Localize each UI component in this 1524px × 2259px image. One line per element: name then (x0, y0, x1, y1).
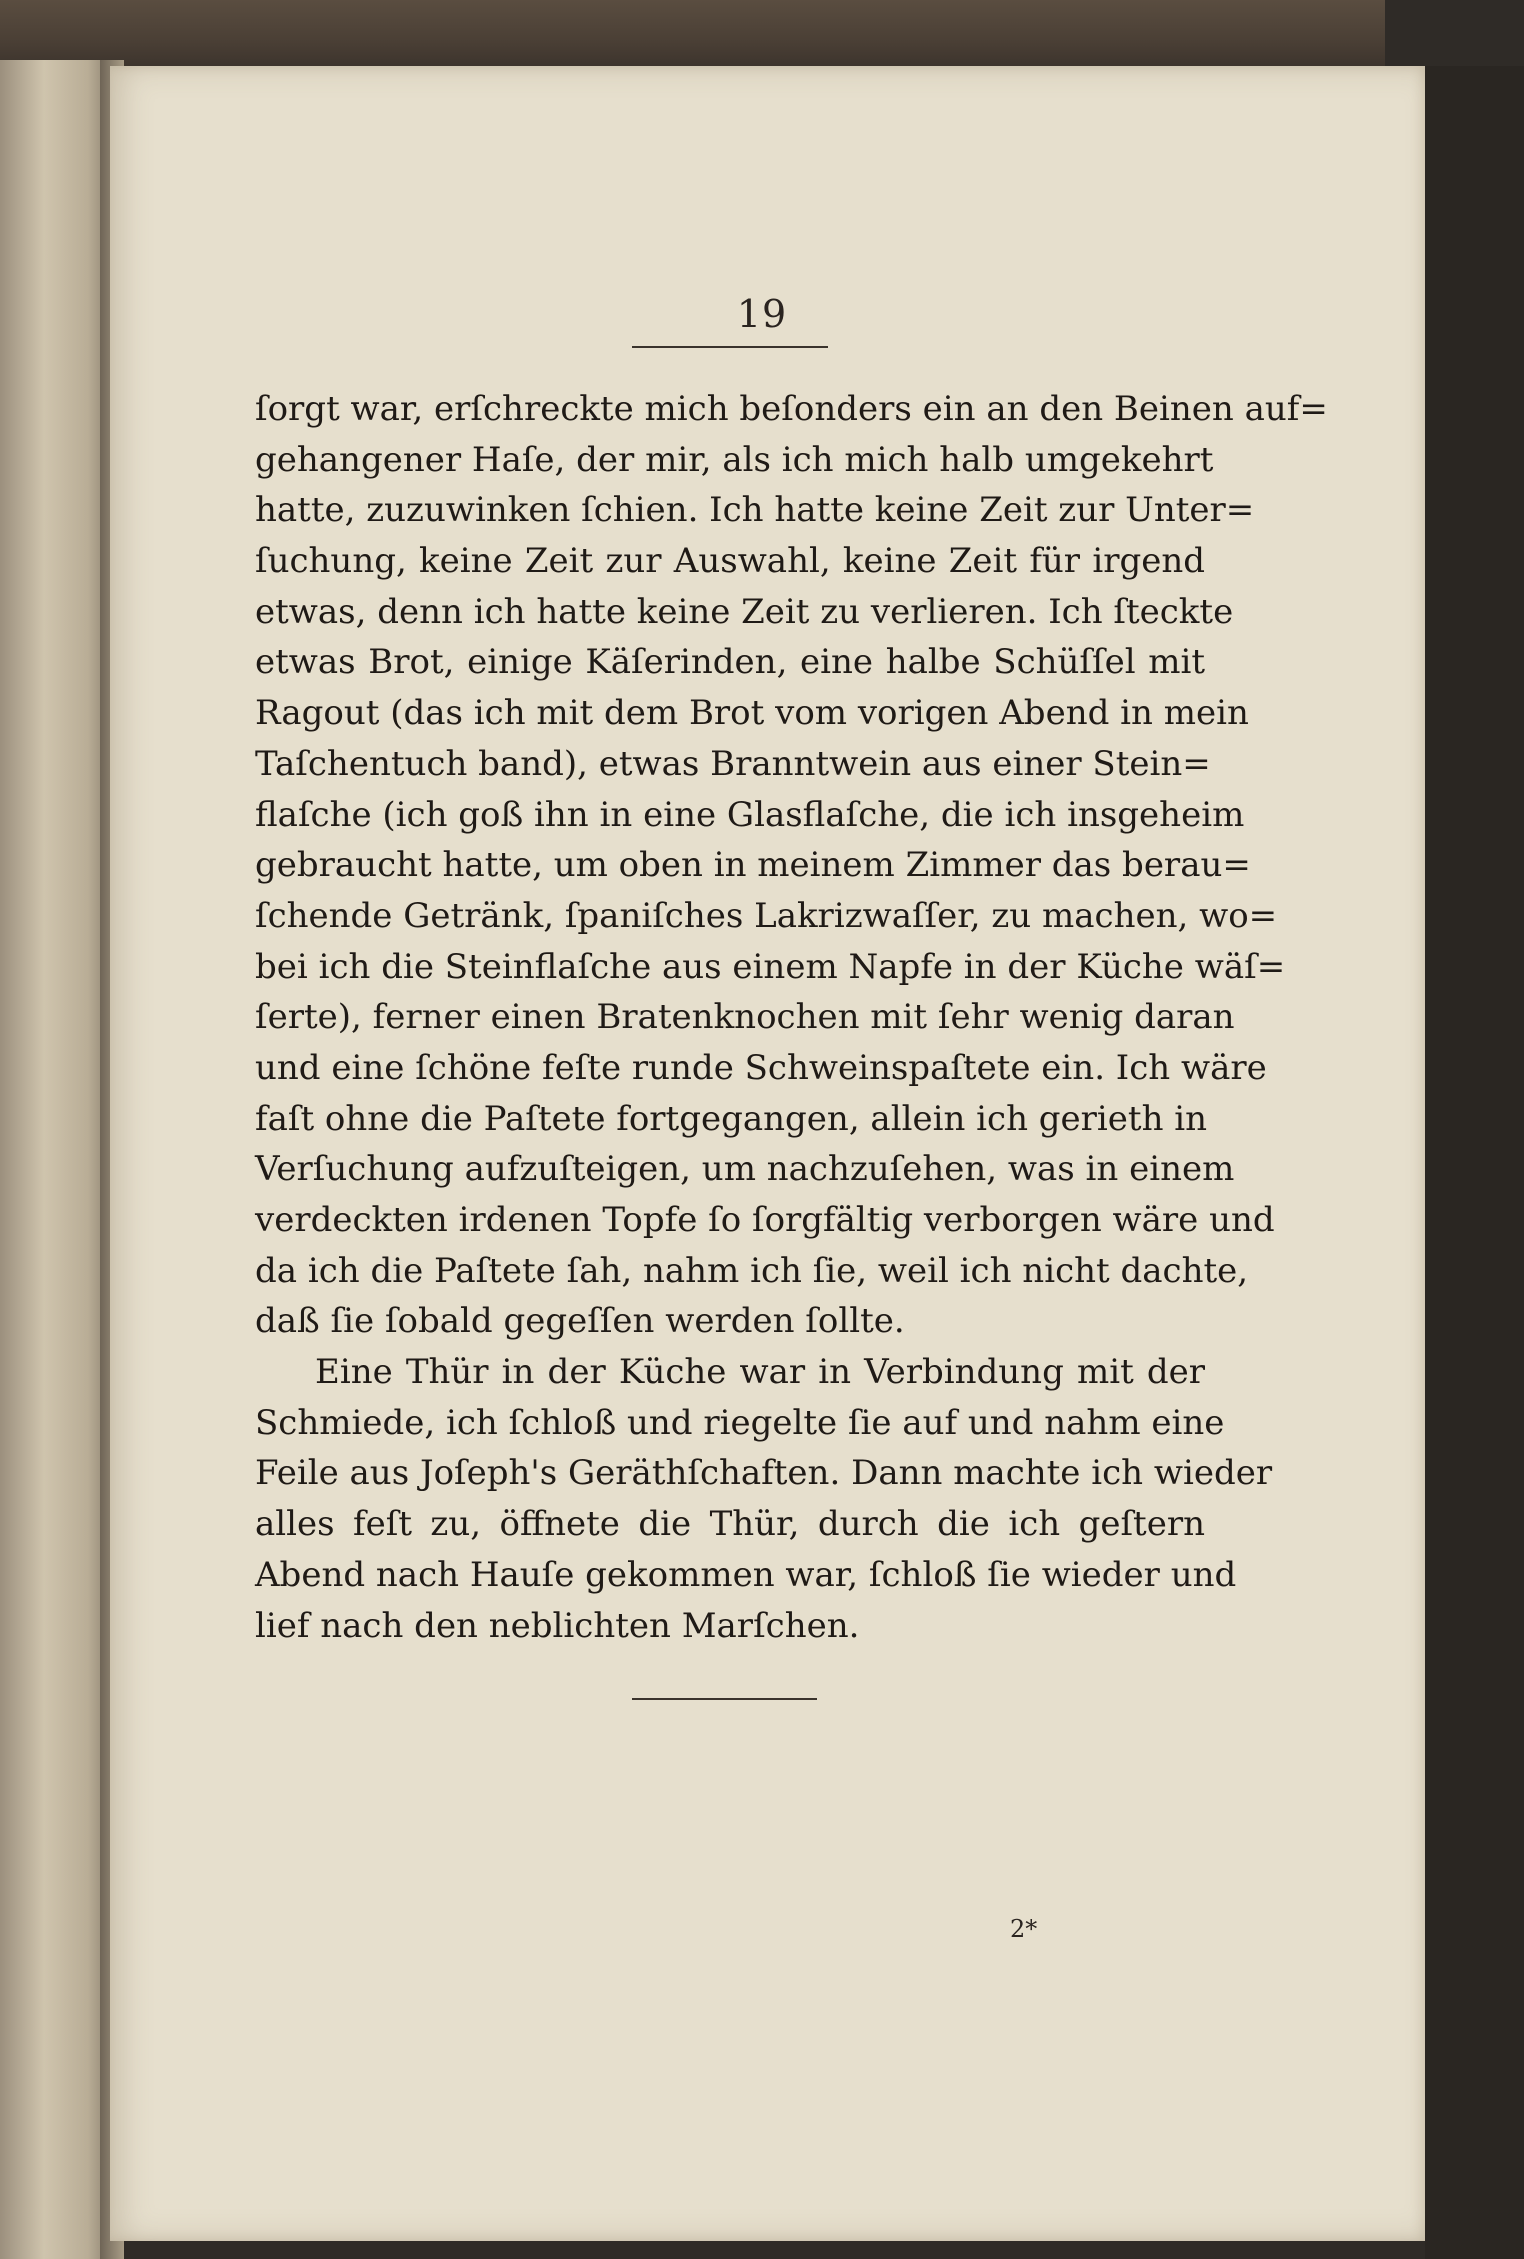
text-line: daß ſie ſobald gegeſſen werden ſollte. (255, 1301, 905, 1342)
text-line: Eine Thür in der Küche war in Verbindung mit der (315, 1352, 1205, 1393)
text-line: ſorgt war, erſchreckte mich beſonders ein an den Beinen auf= (255, 389, 1328, 429)
text-line: verdeckten irdenen Topfe ſo ſorgfältig verborgen wäre und (255, 1200, 1275, 1240)
text-line: Schmiede, ich ſchloß und riegelte ſie auf und nahm eine (255, 1402, 1225, 1443)
text-line: ſuchung, keine Zeit zur Auswahl, keine Zeit für irgend (255, 541, 1205, 582)
text-line: etwas Brot, einige Käſerinden, eine halbe Schüſſel mit (255, 642, 1205, 683)
text-line: ſerte), ferner einen Bratenknochen mit ſehr wenig daran (255, 997, 1235, 1038)
text-line: Feile aus Joſeph's Geräthſchaften. Dann machte ich wieder (255, 1453, 1273, 1494)
book-cover-edge (0, 0, 1385, 70)
text-line: alles feſt zu, öffnete die Thür, durch die ich geſtern (255, 1504, 1205, 1545)
page-number: 19 (736, 292, 788, 336)
paragraph-2 (255, 1347, 1273, 1651)
body-text (255, 384, 1328, 1651)
text-line: Verſuchung aufzuſteigen, um nachzuſehen, was in einem (255, 1149, 1235, 1190)
text-line: gehangener Haſe, der mir, als ich mich halb umgekehrt (255, 439, 1214, 480)
scan-background (1425, 66, 1524, 2259)
paragraph-1 (255, 384, 1328, 1347)
text-line: hatte, zuzuwinken ſchien. Ich hatte keine Zeit zur Unter= (255, 490, 1255, 531)
signature-mark: 2* (1010, 1915, 1038, 1943)
text-line: Taſchentuch band), etwas Branntwein aus einer Stein= (255, 743, 1211, 784)
text-line: lief nach den neblichten Marſchen. (255, 1605, 860, 1646)
footer-rule (632, 1698, 817, 1700)
text-line: ſchende Getränk, ſpaniſches Lakrizwaſſer, zu machen, wo= (255, 895, 1278, 936)
text-line: bei ich die Steinflaſche aus einem Napfe in der Küche wäſ= (255, 946, 1286, 987)
text-line: da ich die Paſtete ſah, nahm ich ſie, weil ich nicht dachte, (255, 1250, 1249, 1291)
header-rule (632, 346, 828, 348)
text-line: gebraucht hatte, um oben in meinem Zimmer das berau= (255, 845, 1251, 886)
text-line: faſt ohne die Paſtete fortgegangen, allein ich gerieth in (255, 1098, 1208, 1139)
text-line: Ragout (das ich mit dem Brot vom vorigen Abend in mein (255, 693, 1249, 734)
text-line: flaſche (ich goß ihn in eine Glasflaſche, die ich insgeheim (255, 794, 1245, 835)
text-line: etwas, denn ich hatte keine Zeit zu verlieren. Ich ſteckte (255, 591, 1234, 632)
left-page-edge (0, 60, 110, 2259)
text-line: Abend nach Hauſe gekommen war, ſchloß ſie wieder und (255, 1554, 1237, 1595)
text-line: und eine ſchöne feſte runde Schweinspaſtete ein. Ich wäre (255, 1047, 1267, 1088)
